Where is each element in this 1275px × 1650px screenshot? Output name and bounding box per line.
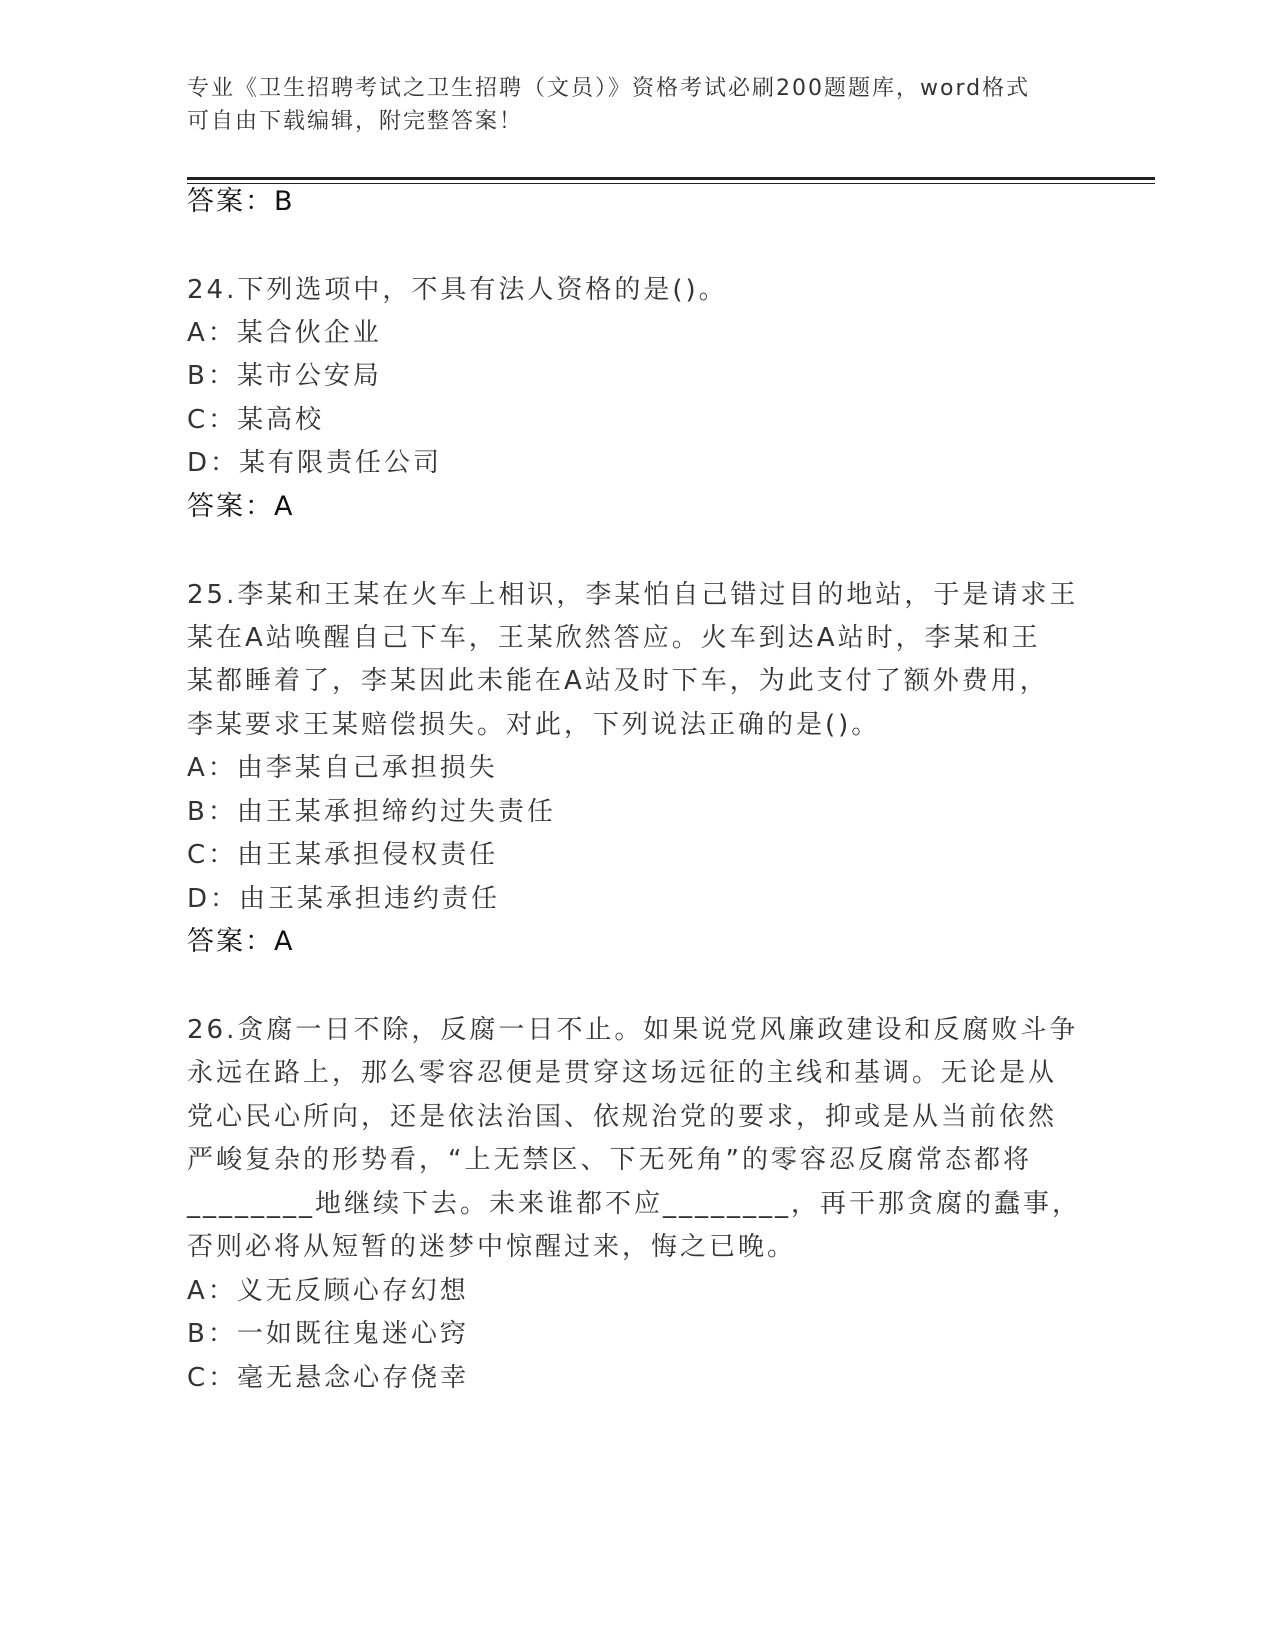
q24-option-d: D：某有限责任公司 xyxy=(187,448,443,478)
q26-stem-line-6: 否则必将从短暂的迷梦中惊醒过来，悔之已晚。 xyxy=(187,1232,797,1262)
header-divider-thick xyxy=(187,177,1155,180)
q25-stem-line-2: 某在A站唤醒自己下车，王某欣然答应。火车到达A站时，李某和王 xyxy=(187,623,1041,653)
q25-answer: 答案：A xyxy=(187,926,295,957)
q25-stem-line-1: 25.李某和王某在火车上相识，李某怕自己错过目的地站，于是请求王 xyxy=(187,580,1079,610)
q25-option-b: B：由王某承担缔约过失责任 xyxy=(187,797,556,827)
prev-answer: 答案：B xyxy=(187,186,295,217)
q24-option-c: C：某高校 xyxy=(187,405,325,435)
q25-option-a: A：由李某自己承担损失 xyxy=(187,753,498,783)
q25-stem-line-4: 李某要求王某赔偿损失。对此，下列说法正确的是()。 xyxy=(187,710,881,740)
document-header xyxy=(187,72,1087,138)
q25-stem-line-3: 某都睡着了，李某因此未能在A站及时下车，为此支付了额外费用， xyxy=(187,666,1049,696)
q24-option-b: B：某市公安局 xyxy=(187,361,382,391)
q26-option-c: C：毫无悬念心存侥幸 xyxy=(187,1363,470,1393)
header-line-1: 专业《卫生招聘考试之卫生招聘（文员）》资格考试必刷200题题库，word格式 xyxy=(187,76,1031,101)
q25-option-c: C：由王某承担侵权责任 xyxy=(187,840,499,870)
header-divider-thin xyxy=(187,183,1155,184)
header-line-2: 可自由下载编辑，附完整答案！ xyxy=(187,109,524,134)
q24-answer: 答案：A xyxy=(187,491,295,522)
q26-stem-line-2: 永远在路上，那么零容忍便是贯穿这场远征的主线和基调。无论是从 xyxy=(187,1058,1058,1088)
q26-stem-line-1: 26.贪腐一日不除，反腐一日不止。如果说党风廉政建设和反腐败斗争 xyxy=(187,1015,1079,1045)
q26-option-a: A：义无反顾心存幻想 xyxy=(187,1276,469,1306)
q26-stem-line-3: 党心民心所向，还是依法治国、依规治党的要求，抑或是从当前依然 xyxy=(187,1102,1058,1132)
q25-option-d: D：由王某承担违约责任 xyxy=(187,884,501,914)
q26-stem-line-4: 严峻复杂的形势看，“上无禁区、下无死角”的零容忍反腐常态都将 xyxy=(187,1145,1032,1175)
q24-option-a: A：某合伙企业 xyxy=(187,318,382,348)
q26-option-b: B：一如既往鬼迷心窍 xyxy=(187,1319,469,1349)
q26-stem-line-5: ________地继续下去。未来谁都不应________，再干那贪腐的蠢事， xyxy=(187,1189,1082,1219)
q24-stem: 24.下列选项中，不具有法人资格的是()。 xyxy=(187,275,728,305)
